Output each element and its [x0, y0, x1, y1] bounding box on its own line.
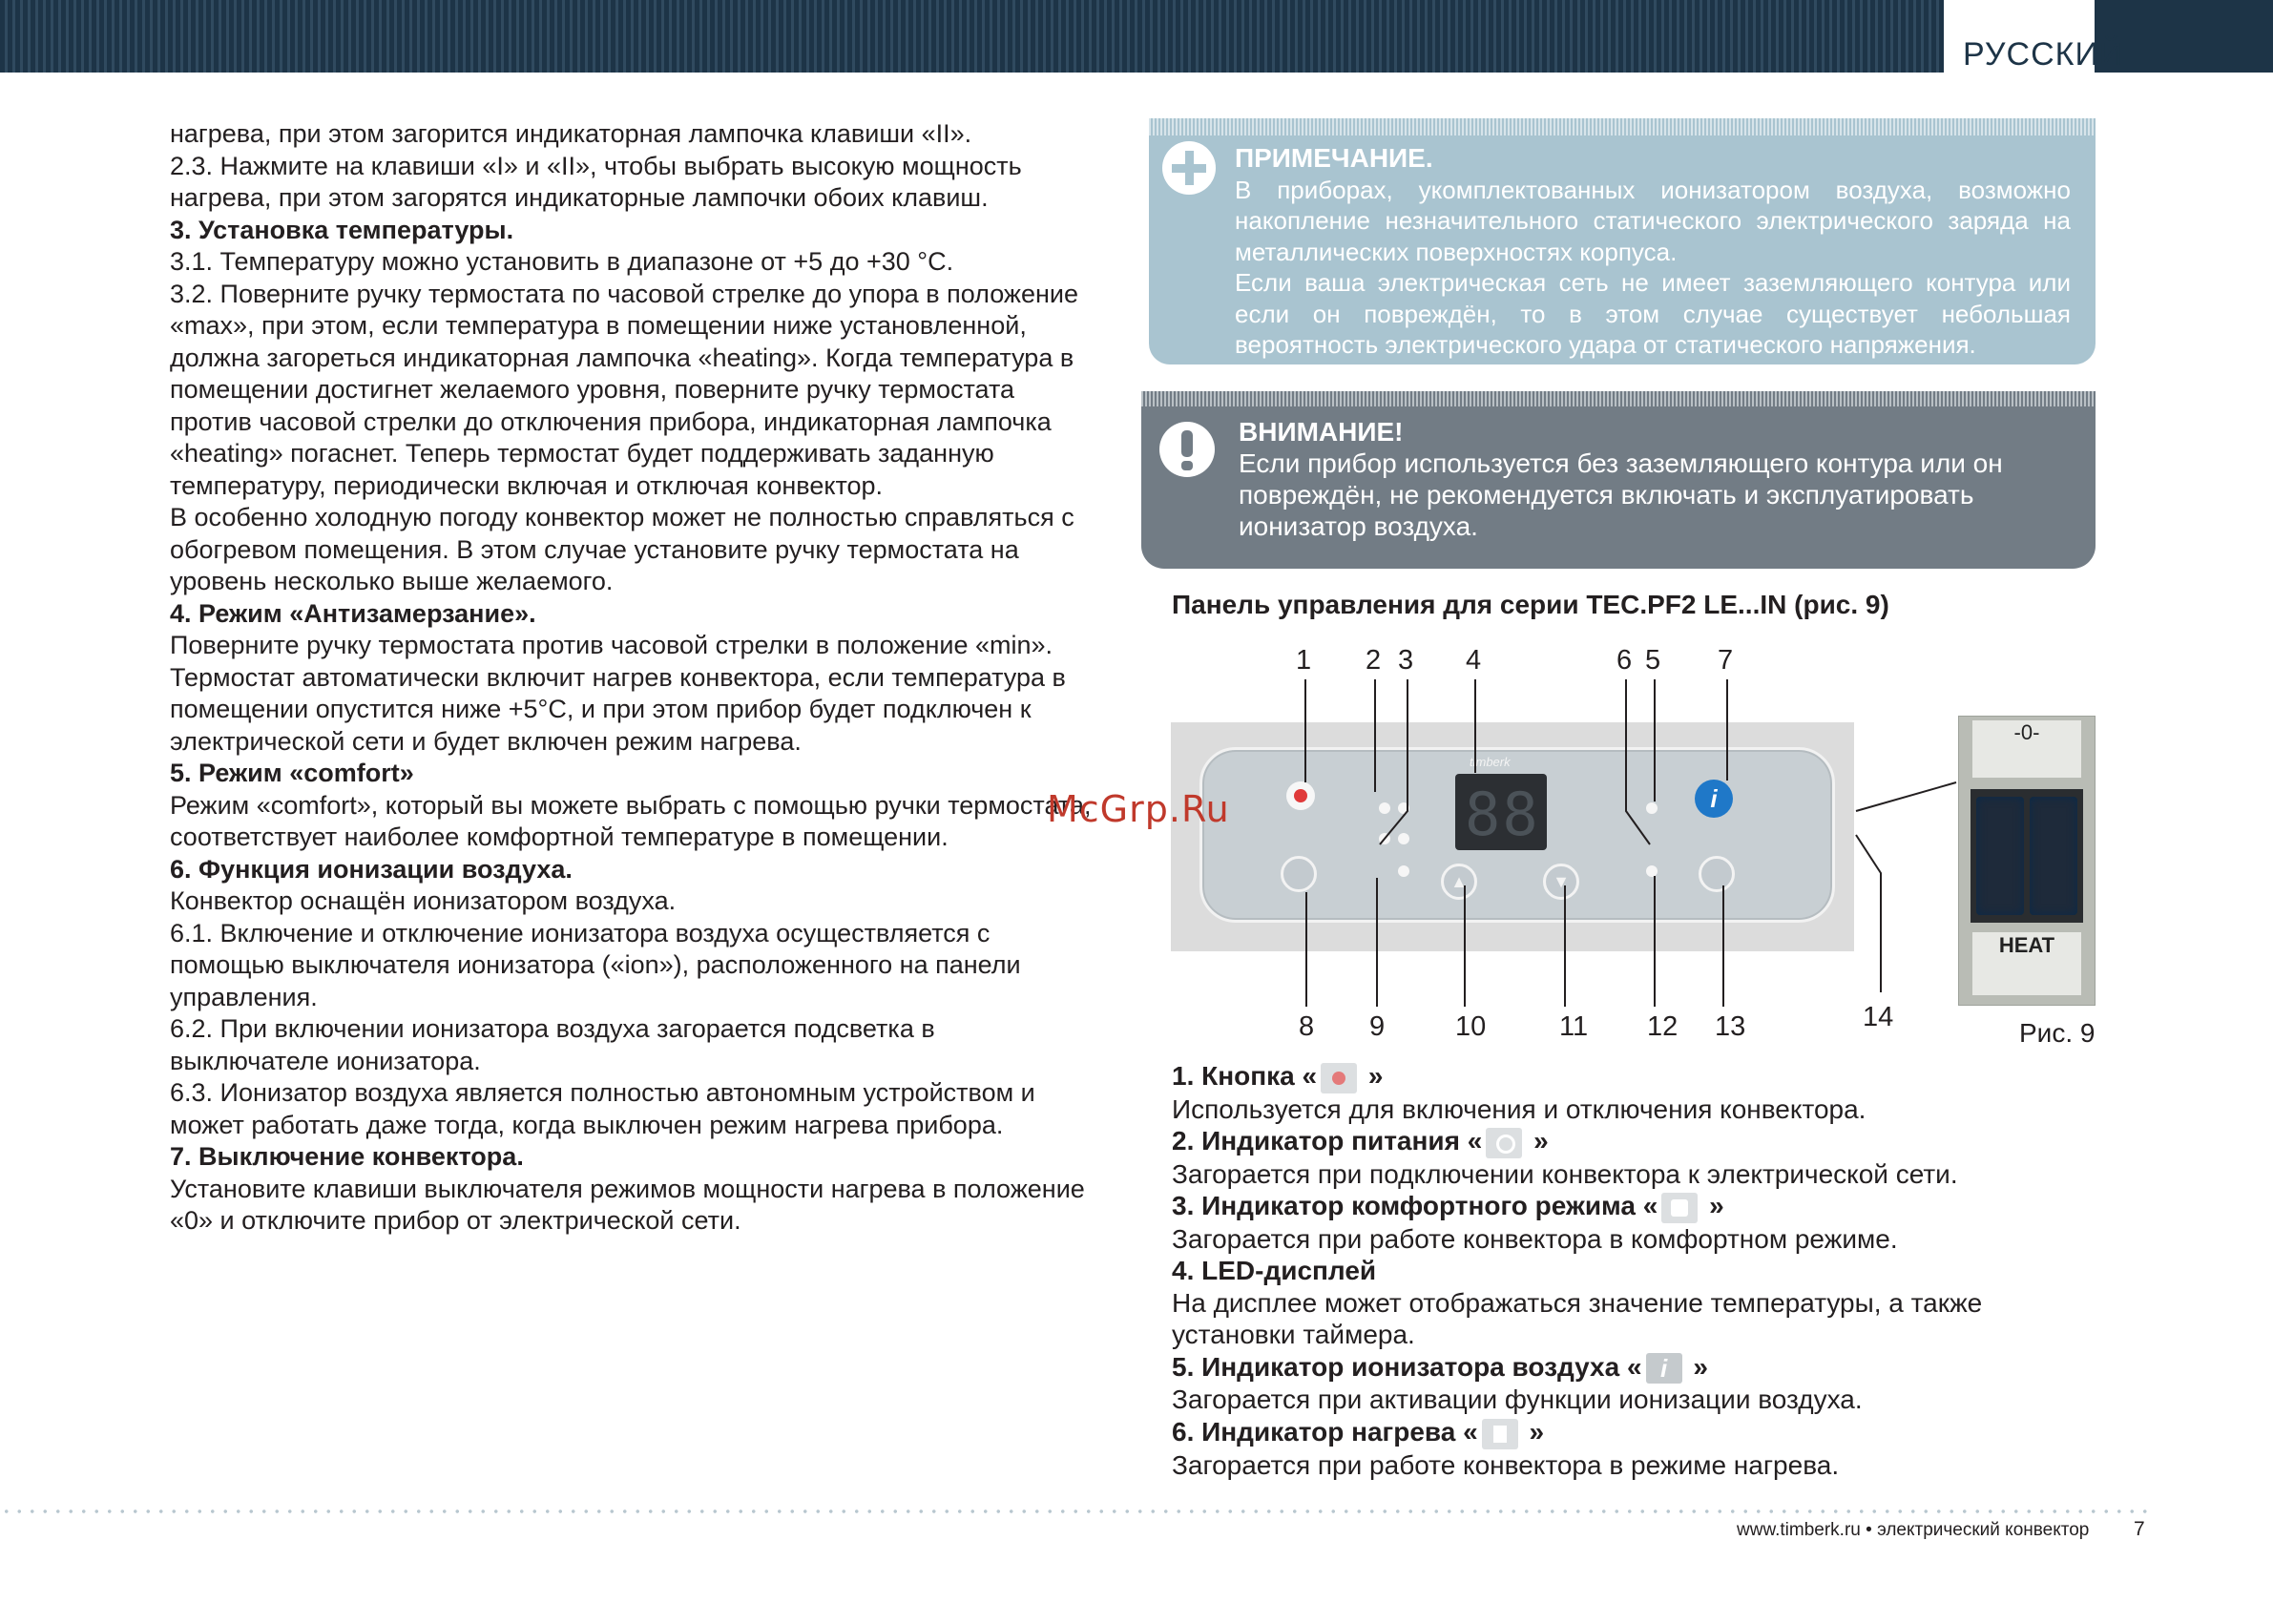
- language-label: РУССКИЙ: [1963, 36, 2124, 73]
- note-box: [1149, 118, 2096, 364]
- heat-icon: [1482, 1419, 1518, 1449]
- legend-item-text: Загорается при работе конвектора в режиме нагрева.: [1172, 1449, 1840, 1480]
- legend-title-tail: »: [1526, 1126, 1549, 1156]
- paragraph: Поверните ручку термостата против часовой стрелки в положение «min». Термостат автоматически включит нагрев конвектора, если температура в помещении опустится ниже +5°С, и при этом прибор будет подключен к электрической сети и будет включен режим нагрева.: [170, 631, 1066, 756]
- up-arrow-icon: ▲: [1441, 864, 1477, 900]
- thermostat-button-icon: [1281, 856, 1317, 892]
- indicator-led: [1398, 833, 1409, 844]
- down-arrow-icon: ▼: [1543, 864, 1579, 900]
- callout-label: 9: [1369, 1011, 1386, 1042]
- footer-text: www.timberk.ru • электрический конвектор: [1737, 1520, 2090, 1540]
- info-icon: i: [1646, 1353, 1682, 1384]
- pwr-icon: [1486, 1128, 1522, 1158]
- legend-title-tail: »: [1521, 1416, 1545, 1447]
- legend-title-text: 3. Индикатор комфортного режима «: [1172, 1191, 1658, 1221]
- section-heading: 7. Выключение конвектора.: [170, 1142, 524, 1171]
- header-bar: [0, 0, 2273, 73]
- legend-item-text: Загорается при подключении конвектора к электрической сети.: [1172, 1158, 1958, 1189]
- indicator-led: [1398, 865, 1409, 877]
- ionizer-info-icon: i: [1695, 780, 1733, 818]
- spacer: [1284, 797, 1292, 804]
- paragraph: 6.3. Ионизатор воздуха является полностью автономным устройством и может работать даже тогда, когда выключен режим нагрева прибора.: [170, 1078, 1035, 1139]
- power-button-icon: [1286, 781, 1315, 810]
- leader-line: [1856, 782, 1956, 811]
- note-text: [1235, 143, 2071, 361]
- warning-title: ВНИМАНИЕ!: [1239, 417, 1404, 447]
- sq-icon: [1661, 1193, 1698, 1223]
- legend-title-text: 5. Индикатор ионизатора воздуха «: [1172, 1351, 1642, 1382]
- legend-title-text: 2. Индикатор питания «: [1172, 1126, 1483, 1156]
- warning-text: [1239, 416, 2078, 542]
- legend-item-title: [1172, 1060, 2078, 1093]
- section-heading: 4. Режим «Антизамерзание».: [170, 598, 536, 628]
- rocker-key: [2030, 797, 2077, 915]
- timer-button-icon: [1699, 856, 1735, 892]
- legend-item-title: [1172, 1416, 2078, 1449]
- led-display: [1455, 774, 1547, 850]
- dotted-divider: [0, 1509, 2147, 1513]
- paragraph: 3.2. Поверните ручку термостата по часовой стрелке до упора в положение «max», при этом, если температура в помещении ниже установленной, должна загореться индикаторная лампочка «heating». Когда температура в помещении достигнет желаемого уровня, поверните ручку термостата против часовой стрелки до отключения прибора, индикаторная лампочка «heating» погаснет. Теперь термостат будет поддерживать заданную температуру, периодически включая и отключая конвектор.: [170, 279, 1079, 500]
- leader-line: [1856, 835, 1881, 992]
- warning-hatch: [1141, 391, 2096, 406]
- power-switch-photo: [1958, 716, 2096, 1006]
- callout-label: 1: [1296, 645, 1312, 676]
- left-column: [170, 118, 1095, 1238]
- note-title: ПРИМЕЧАНИЕ.: [1235, 143, 1433, 173]
- page-number: 7: [2134, 1518, 2145, 1540]
- callout-label: 14: [1863, 1002, 1894, 1032]
- paragraph: 6.2. При включении ионизатора воздуха загорается подсветка в выключателе ионизатора.: [170, 1014, 935, 1075]
- header-stripes: [0, 0, 1947, 73]
- paragraph: Режим «comfort», который вы можете выбрать с помощью ручки термостата, соответствует наиболее комфортной температуре в помещении.: [170, 790, 1092, 851]
- note-hatch: [1149, 118, 2096, 135]
- callout-label: 10: [1455, 1011, 1487, 1042]
- section-heading: 6. Функция ионизации воздуха.: [170, 854, 573, 884]
- legend-item-text: На дисплее может отображаться значение температуры, а также установки таймера.: [1172, 1287, 1983, 1350]
- paragraph: 2.3. Нажмите на клавиши «I» и «II», чтобы выбрать высокую мощность нагрева, при этом загорятся индикаторные лампочки обоих клавиш.: [170, 151, 1022, 212]
- legend-descriptions: [1172, 1060, 2078, 1481]
- callout-label: 4: [1466, 645, 1482, 676]
- note-paragraph: В приборах, укомплектованных ионизатором воздуха, возможно накопление незначительного статического электрического заряда на металлических поверхностях корпуса.: [1235, 175, 2071, 266]
- callout-label: 8: [1299, 1011, 1315, 1042]
- indicator-led: [1398, 802, 1409, 814]
- indicator-led: [1646, 865, 1658, 877]
- callout-label: 12: [1647, 1011, 1679, 1042]
- legend-title-text: 6. Индикатор нагрева «: [1172, 1416, 1478, 1447]
- callout-label: 13: [1715, 1011, 1746, 1042]
- paragraph: В особенно холодную погоду конвектор может не полностью справляться с обогревом помещения. В этом случае установите ручку термостата на уровень несколько выше желаемого.: [170, 503, 1074, 595]
- switch-bottom-label: [1972, 932, 2081, 995]
- exclamation-icon: [1159, 422, 1215, 477]
- paragraph: нагрева, при этом загорится индикаторная лампочка клавиши «II».: [170, 119, 972, 148]
- paragraph: 6.1. Включение и отключение ионизатора воздуха осуществляется с помощью выключателя ионизатора («ion»), расположенного на панели управления.: [170, 918, 1021, 1011]
- legend-item-title: [1172, 1190, 2078, 1223]
- legend-title-tail: »: [1361, 1061, 1384, 1091]
- legend-item-text: Загорается при работе конвектора в комфортном режиме.: [1172, 1223, 1898, 1254]
- legend-title-tail: »: [1685, 1351, 1708, 1382]
- legend-item-title: [1172, 1255, 2078, 1287]
- switch-heat-label: HEAT: [1998, 933, 2055, 957]
- rocker-key: [1976, 797, 2024, 915]
- legend-item-text: Загорается при активации функции ионизации воздуха.: [1172, 1385, 1863, 1415]
- paragraph: Установите клавиши выключателя режимов мощности нагрева в положение «0» и отключите прибор от электрической сети.: [170, 1174, 1085, 1235]
- callout-label: 6: [1616, 645, 1633, 676]
- figure-title: Панель управления для серии TEC.PF2 LE...IN (рис. 9): [1172, 590, 1889, 619]
- display-digits: 88: [1465, 780, 1540, 849]
- brand-logo: timberk: [1470, 755, 1511, 769]
- legend-item-text: Используется для включения и отключения конвектора.: [1172, 1093, 1866, 1124]
- section-heading: 5. Режим «comfort»: [170, 759, 414, 787]
- switch-keys: [1971, 789, 2083, 923]
- control-panel-photo: [1171, 722, 1854, 951]
- paragraph: 3.1. Температуру можно установить в диапазоне от +5 до +30 °С.: [170, 247, 954, 276]
- callout-label: 2: [1366, 645, 1382, 676]
- note-paragraph: Если ваша электрическая сеть не имеет заземляющего контура или если он повреждён, то в этом случае существует небольшая вероятность электрического удара от статического напряжения.: [1235, 268, 2071, 359]
- legend-title-text: 1. Кнопка «: [1172, 1061, 1318, 1091]
- language-tab: [1944, 0, 2124, 86]
- warning-box: [1141, 391, 2096, 569]
- indicator-led: [1379, 802, 1390, 814]
- paragraph: Конвектор оснащён ионизатором воздуха.: [170, 886, 677, 915]
- callout-label: 3: [1398, 645, 1414, 676]
- section-heading: 3. Установка температуры.: [170, 215, 514, 244]
- legend-title-text: 4. LED-дисплей: [1172, 1256, 1377, 1286]
- warning-paragraph: Если прибор используется без заземляющего контура или он повреждён, не рекомендуется включать и эксплуатировать ионизатор воздуха.: [1239, 448, 2003, 541]
- indicator-led: [1646, 802, 1658, 814]
- switch-top-label: -0-: [1972, 720, 2081, 778]
- figure-caption: Рис. 9: [2019, 1018, 2096, 1048]
- plus-icon: [1162, 141, 1216, 195]
- legend-item-title: [1172, 1351, 2078, 1385]
- callout-label: 7: [1718, 645, 1734, 676]
- redbtn-icon: [1321, 1063, 1357, 1093]
- indicator-led: [1379, 833, 1390, 844]
- legend-title-tail: »: [1701, 1191, 1724, 1221]
- legend-item-title: [1172, 1125, 2078, 1158]
- callout-label: 5: [1645, 645, 1661, 676]
- watermark: McGrp.Ru: [1047, 788, 1230, 830]
- callout-label: 11: [1559, 1011, 1589, 1042]
